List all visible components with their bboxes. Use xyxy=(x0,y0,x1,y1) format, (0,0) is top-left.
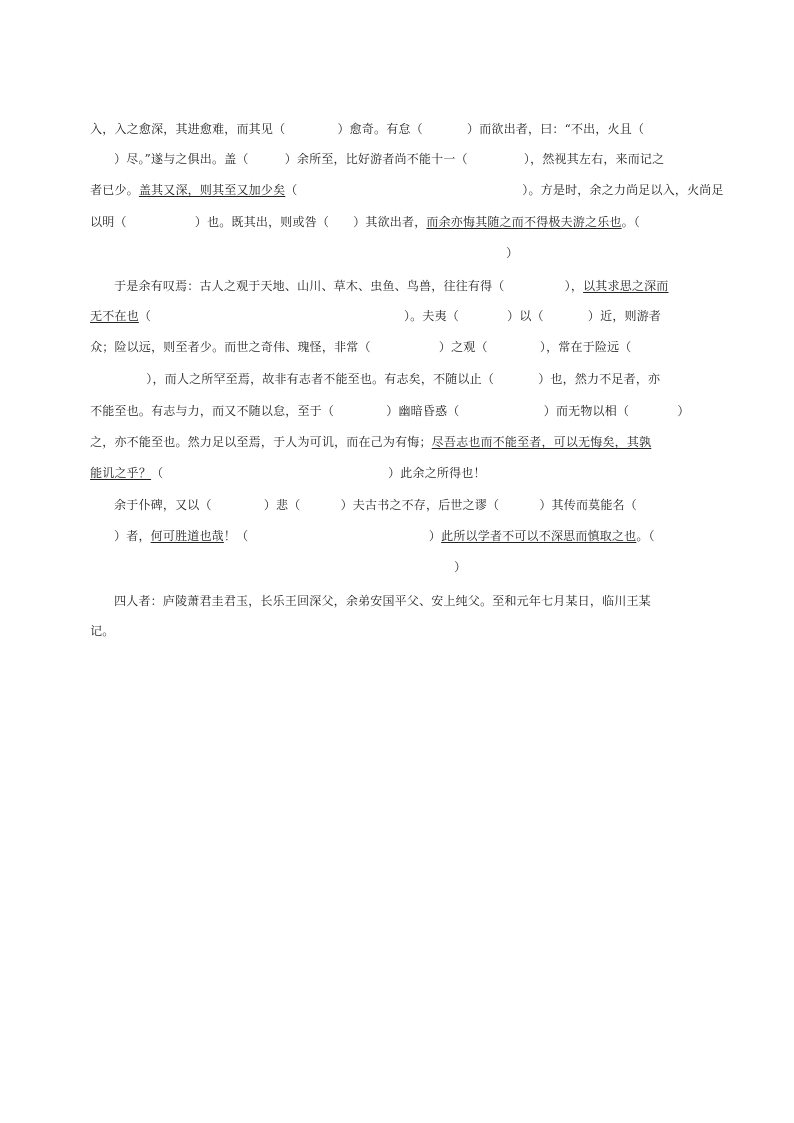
paragraph-1-line-4 xyxy=(74,198,724,246)
text-run: ） xyxy=(506,246,519,260)
text-run: （ ）。夫夷（ ）以（ ）近，则游者 xyxy=(138,309,662,323)
paragraph-4-line-2 xyxy=(74,607,724,655)
text-run: 以明（ ）也。既其出，则或咎（ ）其欲出者， xyxy=(90,215,427,229)
text-run: 。（ xyxy=(636,529,655,543)
text-run: ）尽。”遂与之俱出。盖（ ）余所至，比好游者尚不能十一（ ），然视其左右，来而记之 xyxy=(114,152,665,166)
text-run: 众；险以远，则至者少。而世之奇伟、瑰怪，非常（ ）之观（ ），常在于险远（ xyxy=(90,340,632,354)
text-run: （ ）。方是时，余之力尚足以入，火尚足 xyxy=(285,183,724,197)
underlined-sentence: 以其求思之深而 xyxy=(583,279,669,293)
text-run: ！（ ） xyxy=(223,529,442,543)
text-run: 。（ xyxy=(621,215,641,229)
underlined-sentence: 无不在也 xyxy=(90,309,139,323)
underlined-sentence: 能讥之乎？ xyxy=(90,466,152,480)
underlined-sentence: 而余亦悔其随之而不得极夫游之乐也 xyxy=(426,215,622,229)
text-run: ），而人之所罕至焉，故非有志者不能至也。有志矣，不随以止（ ）也，然力不足者，亦 xyxy=(90,372,661,386)
paragraph-3-line-2 xyxy=(98,512,748,560)
text-run: （ ）此余之所得也！ xyxy=(151,466,486,480)
underlined-sentence: 何可胜道也哉 xyxy=(150,529,224,543)
text-run: 之，亦不能至也。然力足以至焉，于人为可讥，而在己为有悔； xyxy=(90,435,432,449)
underlined-sentence: 此所以学者不可以不深思而慎取之也 xyxy=(441,529,637,543)
text-run: 余于仆碑，又以（ ）悲（ ）夫古书之不存，后世之谬（ ）其传而莫能名（ xyxy=(114,498,637,512)
text-run: 四人者：庐陵萧君圭君玉，长乐王回深父，余弟安国平父、安上纯父。至和元年七月某日，临川王某 xyxy=(114,594,651,608)
text-run: ）者， xyxy=(114,529,151,543)
text-run: 记。 xyxy=(90,624,115,638)
underlined-sentence: 尽吾志也而不能至者，可以无悔矣，其孰 xyxy=(431,435,652,449)
text-run: 入，入之愈深，其进愈难，而其见（ ）愈奇。有怠（ ）而欲出者，曰：“不出，火且（ xyxy=(90,122,645,136)
underlined-sentence: 盖其又深，则其至又加少矣 xyxy=(138,183,286,197)
text-run: 不能至也。有志与力，而又不随以怠，至于（ ）幽暗昏惑（ ）而无物以相（ ） xyxy=(90,404,690,418)
text-run: ） xyxy=(454,560,467,574)
text-run: 者已少。 xyxy=(90,183,139,197)
text-run: 于是余有叹焉：古人之观于天地、山川、草木、虫鱼、鸟兽，往往有得（ ）， xyxy=(114,279,584,293)
